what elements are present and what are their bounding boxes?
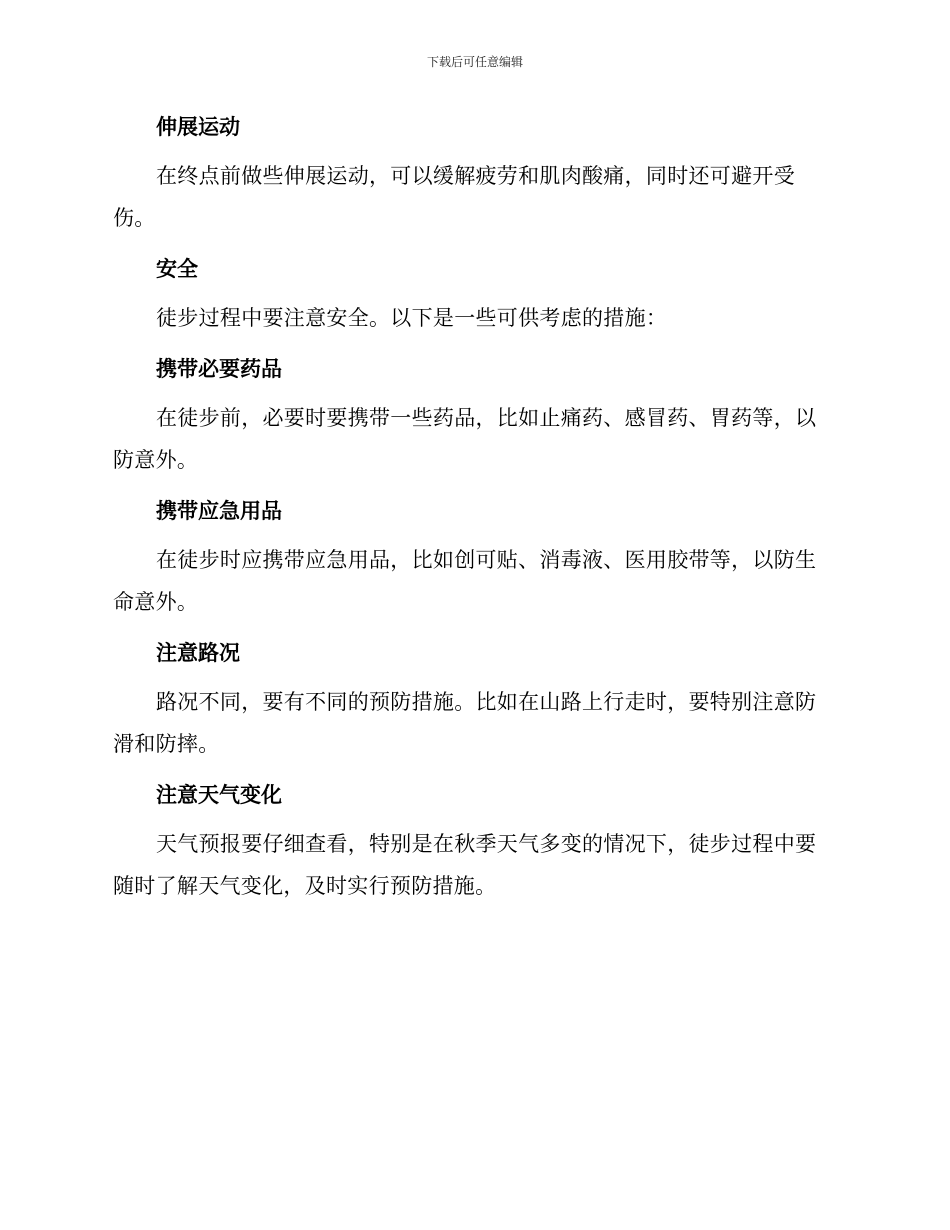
section-text-emergency-supplies: 在徒步时应携带应急用品，比如创可贴、消毒液、医用胶带等，以防生命意外。: [113, 548, 817, 614]
section-heading-stretching: 伸展运动: [156, 115, 240, 139]
section-heading-emergency-supplies: 携带应急用品: [156, 499, 282, 523]
section-heading-safety: 安全: [156, 257, 198, 281]
section-text-safety: 徒步过程中要注意安全。以下是一些可供考虑的措施：: [156, 306, 668, 330]
page-header-note: 下载后可任意编辑: [426, 55, 523, 69]
section-text-stretching: 在终点前做些伸展运动，可以缓解疲劳和肌肉酸痛，同时还可避开受伤。: [113, 164, 795, 230]
section-heading-medicine: 携带必要药品: [156, 357, 282, 381]
section-heading-road-conditions: 注意路况: [156, 641, 240, 665]
section-text-medicine: 在徒步前，必要时要携带一些药品，比如止痛药、感冒药、胃药等，以防意外。: [113, 406, 817, 472]
document-body: [113, 107, 831, 917]
section-text-weather: 天气预报要仔细查看，特别是在秋季天气多变的情况下，徒步过程中要随时了解天气变化，及时实行预防措施。: [113, 832, 817, 898]
section-heading-weather: 注意天气变化: [156, 783, 282, 807]
section-text-road-conditions: 路况不同，要有不同的预防措施。比如在山路上行走时，要特别注意防滑和防摔。: [113, 690, 817, 756]
